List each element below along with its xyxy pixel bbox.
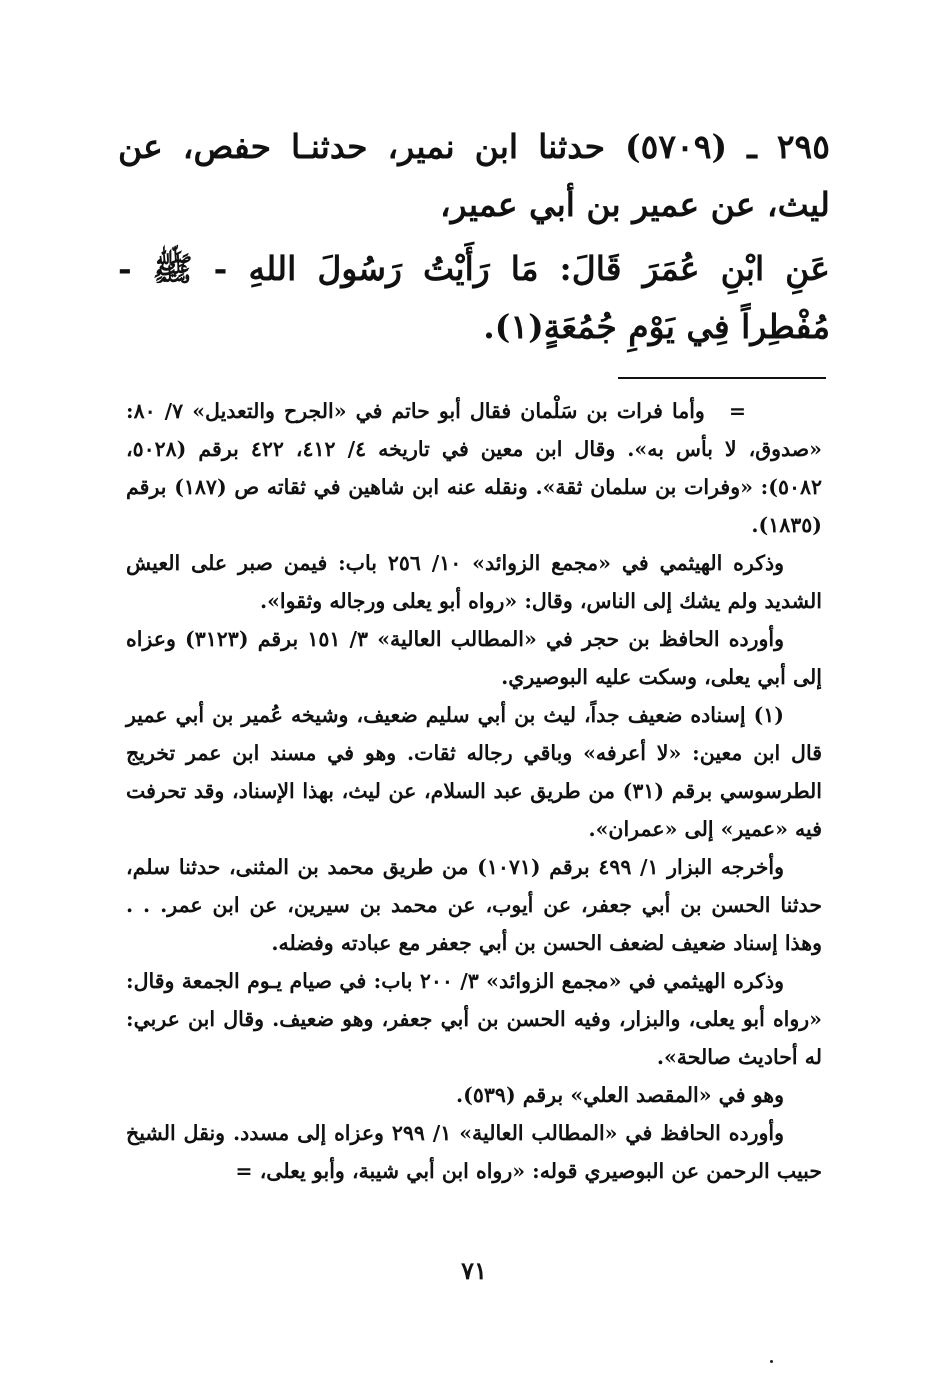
footnote-paragraph: وأخرجه البزار ١/ ٤٩٩ برقم (١٠٧١) من طريق محمد بن المثنى، حدثنا سلم، حدثنا الحسن بن أبي جعفر، عن أيوب، عن محمد بن سيرين، عن ابن عمر. . . وهذا إسناد ضعيف لضعف الحسن بن أبي جعفر مع عبادته وفضله.	[126, 855, 822, 955]
footnotes	[126, 392, 822, 1190]
footnote-paragraph: وذكره الهيثمي في «مجمع الزوائد» ٣/ ٢٠٠ باب: في صيام يـوم الجمعة وقال: «رواه أبو يعلى، والبزار، وفيه الحسن بن أبي جعفر، وهو ضعيف. وقال ابن عربي: له أحاديث صالحة».	[126, 969, 822, 1069]
scan-speck	[770, 1360, 773, 1363]
footnote-1: (١) إسناده ضعيف جداً، ليث بن أبي سليم ضعيف، وشيخه عُمير بن أبي عمير قال ابن معين: «لا أعرفه» وباقي رجاله ثقات. وهو في مسند ابن عمر تخريج الطرسوسي برقم (٣١) من طريق عبد السلام، عن ليث، بهذا الإسناد، وقد تحرفت فيه «عمير» إلى «عمران».	[126, 703, 822, 841]
footnote-paragraph: وذكره الهيثمي في «مجمع الزوائد» ١٠/ ٢٥٦ باب: فيمن صبر على العيش الشديد ولم يشك إلى الناس، وقال: «رواه أبو يعلى ورجاله وثقوا».	[126, 551, 822, 613]
hadith-isnad: ٢٩٥ ـ (٥٧٠٩) حدثنا ابن نمير، حدثنـا حفص، عن ليث، عن عمير بن أبي عمير،	[118, 127, 830, 224]
hadith-matn: عَنِ ابْنِ عُمَرَ قَالَ: مَا رَأَيْتُ رَسُولَ اللهِ - ﷺ - مُفْطِراً فِي يَوْمِ جُمُعَةٍ(١).	[118, 249, 830, 346]
footnote-paragraph	[126, 392, 822, 544]
page-number: ٧١	[461, 1256, 487, 1285]
footnote-paragraph: وأورده الحافظ بن حجر في «المطالب العالية» ٣/ ١٥١ برقم (٣١٢٣) وعزاه إلى أبي يعلى، وسكت عليه البوصيري.	[126, 627, 822, 689]
footnote-divider	[618, 377, 826, 379]
footnote-paragraph: وهو في «المقصد العلي» برقم (٥٣٩).	[456, 1083, 784, 1107]
footnote-text: وأما فرات بن سَلْمان فقال أبو حاتم في «الجرح والتعديل» ٧/ ٨٠: «صدوق، لا بأس به». وقال ابن معين في تاريخه ٤/ ٤١٢، ٤٢٢ برقم (٥٠٢٨، ٥٠٨٢): «وفرات بن سلمان ثقة». ونقله عنه ابن شاهين في ثقاته ص (١٨٧) برقم (١٨٣٥).	[126, 399, 822, 537]
hadith-text	[118, 118, 830, 356]
continuation-mark: =	[728, 399, 746, 423]
footnote-paragraph: وأورده الحافظ في «المطالب العالية» ١/ ٢٩٩ وعزاه إلى مسدد. ونقل الشيخ حبيب الرحمن عن البوصيري قوله: «رواه ابن أبي شيبة، وأبو يعلى، =	[126, 1121, 822, 1183]
